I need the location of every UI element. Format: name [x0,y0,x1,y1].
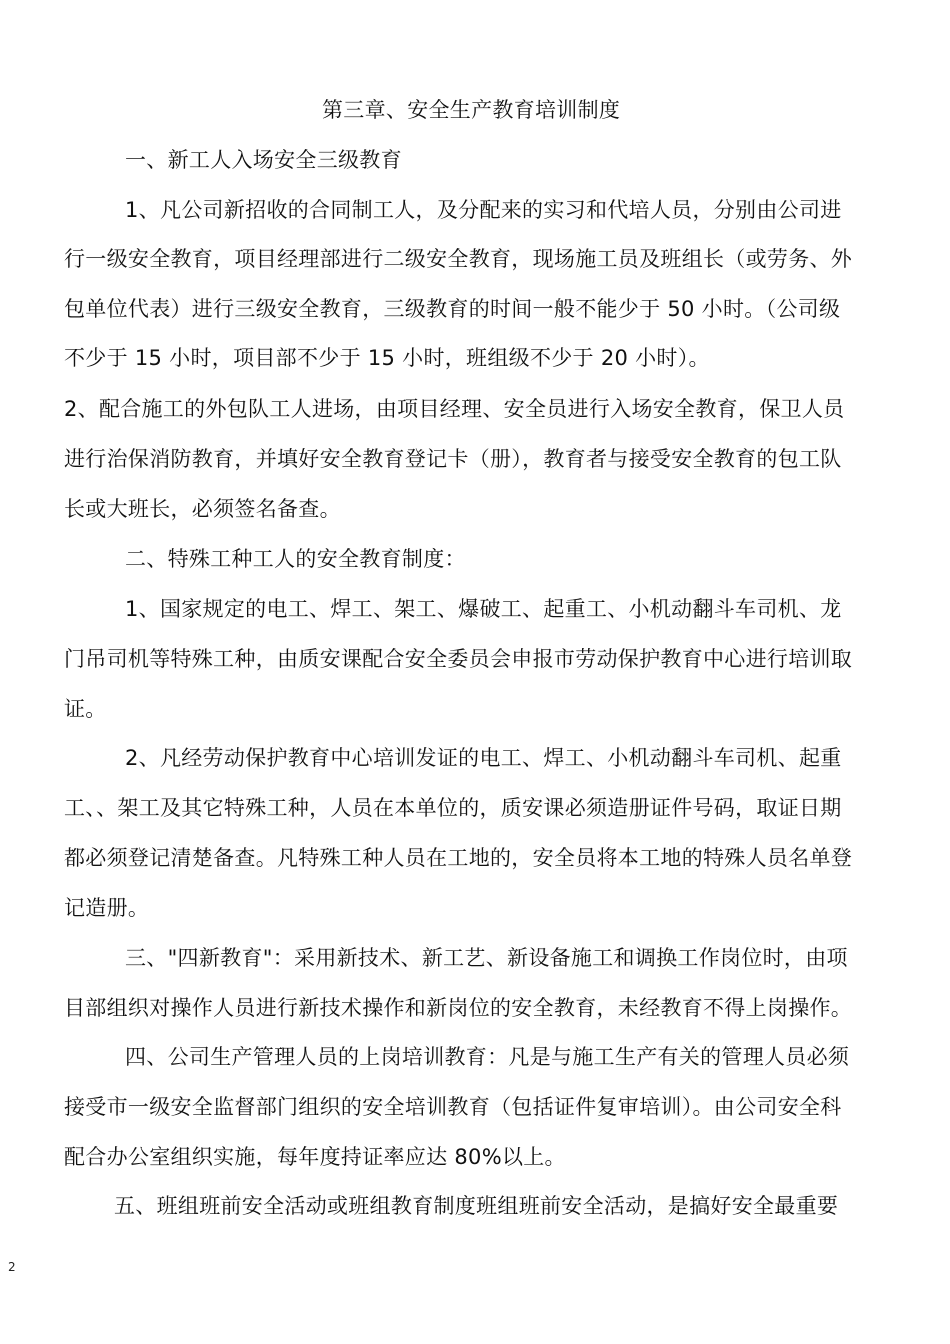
paragraph-line: 门吊司机等特殊工种，由质安课配合安全委员会申报市劳动保护教育中心进行培训取 [64,647,853,671]
paragraph-line: 记造册。 [64,896,150,920]
page-title: 第三章、安全生产教育培训制度 [322,98,621,122]
paragraph-line: 1、凡公司新招收的合同制工人，及分配来的实习和代培人员，分别由公司进 [125,198,842,222]
paragraph-line: 接受市一级安全监督部门组织的安全培训教育（包括证件复审培训）。由公司安全科 [64,1095,842,1119]
paragraph-line: 证。 [64,697,107,721]
section-heading-2: 二、特殊工种工人的安全教育制度： [125,547,466,571]
paragraph-line: 工、、架工及其它特殊工种，人员在本单位的，质安课必须造册证件号码，取证日期 [64,796,842,820]
paragraph-line: 1、国家规定的电工、焊工、架工、爆破工、起重工、小机动翻斗车司机、龙 [125,597,842,621]
paragraph-line: 不少于 15 小时，项目部不少于 15 小时，班组级不少于 20 小时）。 [64,346,710,370]
paragraph-line: 2、凡经劳动保护教育中心培训发证的电工、焊工、小机动翻斗车司机、起重 [125,746,842,770]
paragraph-line: 配合办公室组织实施，每年度持证率应达 80%以上。 [64,1145,566,1169]
paragraph-line: 都必须登记清楚备查。凡特殊工种人员在工地的，安全员将本工地的特殊人员名单登 [64,846,853,870]
section-heading-5: 五、班组班前安全活动或班组教育制度班组班前安全活动，是搞好安全最重要 [114,1194,839,1218]
paragraph-line: 长或大班长，必须签名备查。 [64,497,341,521]
section-heading-1: 一、新工人入场安全三级教育 [125,148,402,172]
page-number: 2 [8,1260,16,1274]
paragraph-line: 包单位代表）进行三级安全教育，三级教育的时间一般不能少于 50 小时。（公司级 [64,297,841,321]
section-heading-3: 三、"四新教育"：采用新技术、新工艺、新设备施工和调换工作岗位时，由项 [125,946,848,970]
paragraph-line: 2、配合施工的外包队工人进场，由项目经理、安全员进行入场安全教育，保卫人员 [64,397,845,421]
paragraph-line: 目部组织对操作人员进行新技术操作和新岗位的安全教育，未经教育不得上岗操作。 [64,996,853,1020]
paragraph-line: 行一级安全教育，项目经理部进行二级安全教育，现场施工员及班组长（或劳务、外 [64,247,853,271]
paragraph-line: 进行治保消防教育，并填好安全教育登记卡（册），教育者与接受安全教育的包工队 [64,447,842,471]
section-heading-4: 四、公司生产管理人员的上岗培训教育：凡是与施工生产有关的管理人员必须 [125,1045,850,1069]
